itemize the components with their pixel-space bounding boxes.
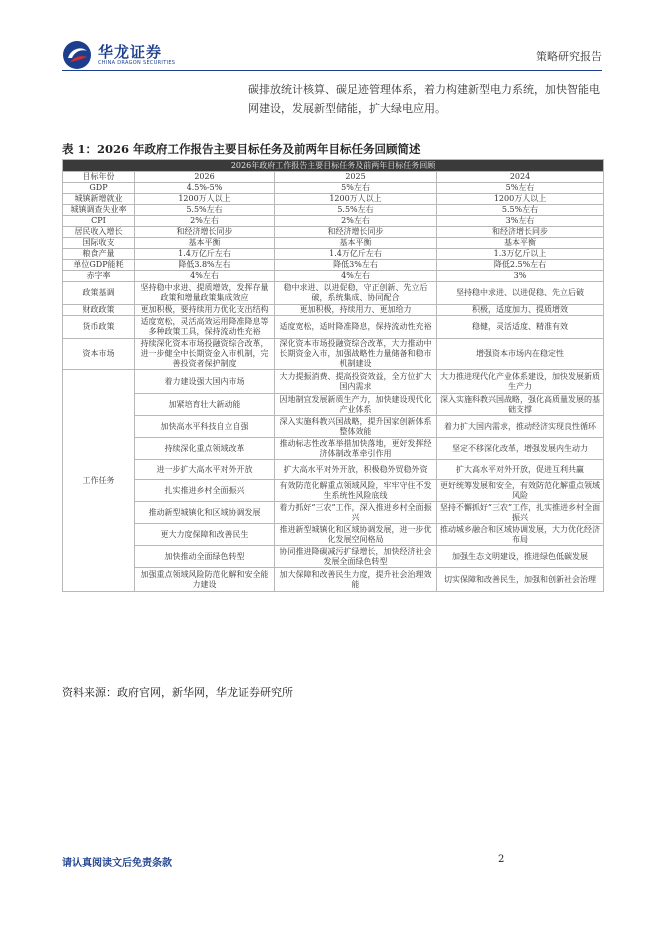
column-header: 目标年份 <box>63 172 135 183</box>
indicator-value: 5.5%左右 <box>437 205 604 216</box>
policy-row <box>63 339 604 370</box>
task-value: 坚定不移深化改革，增强发展内生动力 <box>437 438 604 460</box>
task-value: 更大力度保障和改善民生 <box>135 524 275 546</box>
task-value: 推动城乡融合和区域协调发展，大力优化经济布局 <box>437 524 604 546</box>
indicator-name: 居民收入增长 <box>63 227 135 238</box>
table-banner-row <box>63 160 604 172</box>
indicator-value: 1200万人以上 <box>275 194 437 205</box>
indicator-value: 2%左右 <box>275 216 437 227</box>
indicator-value: 和经济增长同步 <box>275 227 437 238</box>
task-row <box>63 480 604 502</box>
indicator-value: 和经济增长同步 <box>437 227 604 238</box>
task-value: 着力抓好“三农”工作，深入推进乡村全面振兴 <box>275 502 437 524</box>
indicator-value: 基本平衡 <box>135 238 275 249</box>
indicator-value: 降低3.8%左右 <box>135 260 275 271</box>
task-value: 着力扩大国内需求，推动经济实现良性循环 <box>437 416 604 438</box>
indicator-value: 1.4万亿斤左右 <box>135 249 275 260</box>
task-value: 深入实施科教兴国战略，强化高质量发展的基础支撑 <box>437 394 604 416</box>
indicator-row <box>63 238 604 249</box>
brand-name-en: CHINA DRAGON SECURITIES <box>98 60 176 66</box>
indicator-name: 粮食产量 <box>63 249 135 260</box>
table-banner: 2026年政府工作报告主要目标任务及前两年目标任务回顾 <box>63 160 604 172</box>
indicator-name: 单位GDP能耗 <box>63 260 135 271</box>
policy-value: 增强资本市场内在稳定性 <box>437 339 604 370</box>
indicator-value: 5.5%左右 <box>275 205 437 216</box>
dragon-logo-icon <box>62 40 92 70</box>
indicator-value: 4%左右 <box>275 271 437 282</box>
indicator-value: 4.5%-5% <box>135 183 275 194</box>
task-value: 推动新型城镇化和区域协调发展 <box>135 502 275 524</box>
intro-paragraph: 碳排放统计核算、碳足迹管理体系，着力构建新型电力系统，加快智能电网建设，发展新型储能，扩大绿电应用。 <box>248 83 600 115</box>
indicator-row <box>63 227 604 238</box>
indicator-value: 基本平衡 <box>437 238 604 249</box>
column-header: 2026 <box>135 172 275 183</box>
task-value: 加大保障和改善民生力度，提升社会治理效能 <box>275 568 437 592</box>
indicator-value: 降低2.5%左右 <box>437 260 604 271</box>
task-row <box>63 524 604 546</box>
indicator-name: 国际收支 <box>63 238 135 249</box>
task-value: 切实保障和改善民生，加强和创新社会治理 <box>437 568 604 592</box>
task-value: 加快高水平科技自立自强 <box>135 416 275 438</box>
policy-value: 坚持稳中求进、以进促稳、先立后破 <box>437 282 604 305</box>
indicator-row <box>63 205 604 216</box>
task-row <box>63 370 604 394</box>
policy-name: 政策基调 <box>63 282 135 305</box>
indicator-row <box>63 183 604 194</box>
policy-value: 更加积极，持续用力、更加给力 <box>275 305 437 316</box>
page-header <box>0 0 662 76</box>
column-header: 2024 <box>437 172 604 183</box>
indicator-value: 1.3万亿斤以上 <box>437 249 604 260</box>
task-value: 因地制宜发展新质生产力，加快建设现代化产业体系 <box>275 394 437 416</box>
indicator-value: 2%左右 <box>135 216 275 227</box>
policy-value: 持续深化资本市场投融资综合改革，进一步健全中长期资金入市机制，完善投资者保护制度 <box>135 339 275 370</box>
policy-name: 资本市场 <box>63 339 135 370</box>
brand-name: 华龙证券 <box>98 43 163 61</box>
table-header-row <box>63 172 604 183</box>
policy-value: 更加积极，要持续用力优化支出结构 <box>135 305 275 316</box>
task-value: 更好统筹发展和安全，有效防范化解重点领域风险 <box>437 480 604 502</box>
task-value: 持续深化重点领域改革 <box>135 438 275 460</box>
policy-name: 财政政策 <box>63 305 135 316</box>
indicator-name: CPI <box>63 216 135 227</box>
indicator-value: 基本平衡 <box>275 238 437 249</box>
task-value: 加强生态文明建设，推进绿色低碳发展 <box>437 546 604 568</box>
indicator-value: 5%左右 <box>275 183 437 194</box>
policy-name: 货币政策 <box>63 316 135 339</box>
policy-value: 深化资本市场投融资综合改革，大力推动中长期资金入市，加强战略性力量储备和稳市机制建设 <box>275 339 437 370</box>
indicator-value: 3% <box>437 271 604 282</box>
indicator-value: 1.4万亿斤左右 <box>275 249 437 260</box>
policy-value: 坚持稳中求进、提质增效，发挥存量政策和增量政策集成效应 <box>135 282 275 305</box>
indicator-name: 赤字率 <box>63 271 135 282</box>
task-value: 大力推进现代化产业体系建设，加快发展新质生产力 <box>437 370 604 394</box>
indicator-value: 4%左右 <box>135 271 275 282</box>
task-value: 推动标志性改革举措加快落地，更好发挥经济体制改革牵引作用 <box>275 438 437 460</box>
policy-value: 积极，适度加力、提质增效 <box>437 305 604 316</box>
task-row <box>63 460 604 480</box>
indicator-value: 1200万人以上 <box>437 194 604 205</box>
page-number: 2 <box>498 854 505 865</box>
task-value: 着力建设强大国内市场 <box>135 370 275 394</box>
report-type: 策略研究报告 <box>536 50 602 63</box>
task-row <box>63 394 604 416</box>
task-value: 加快推动全面绿色转型 <box>135 546 275 568</box>
header-divider <box>62 70 602 71</box>
task-value: 推进新型城镇化和区域协调发展，进一步优化发展空间格局 <box>275 524 437 546</box>
task-row <box>63 568 604 592</box>
policy-row <box>63 316 604 339</box>
policy-value: 稳健，灵活适度、精准有效 <box>437 316 604 339</box>
policy-row <box>63 282 604 305</box>
task-row <box>63 546 604 568</box>
indicator-row <box>63 216 604 227</box>
indicator-name: 城镇调查失业率 <box>63 205 135 216</box>
task-value: 有效防范化解重点领域风险，牢牢守住不发生系统性风险底线 <box>275 480 437 502</box>
indicator-value: 降低3%左右 <box>275 260 437 271</box>
task-row <box>63 438 604 460</box>
policy-value: 适度宽松，灵活高效运用降准降息等多种政策工具，保持流动性充裕 <box>135 316 275 339</box>
task-value: 进一步扩大高水平对外开放 <box>135 460 275 480</box>
targets-table <box>62 159 604 592</box>
indicator-name: 城镇新增就业 <box>63 194 135 205</box>
task-value: 深入实施科教兴国战略，提升国家创新体系整体效能 <box>275 416 437 438</box>
indicator-row <box>63 194 604 205</box>
disclaimer-link[interactable]: 请认真阅读文后免责条款 <box>62 858 172 869</box>
policy-value: 适度宽松，适时降准降息，保持流动性充裕 <box>275 316 437 339</box>
indicator-value: 1200万人以上 <box>135 194 275 205</box>
task-value: 加紧培育壮大新动能 <box>135 394 275 416</box>
indicator-value: 和经济增长同步 <box>135 227 275 238</box>
table-title: 表 1：2026 年政府工作报告主要目标任务及前两年目标任务回顾简述 <box>62 142 421 156</box>
indicator-row <box>63 249 604 260</box>
policy-row <box>63 305 604 316</box>
indicator-row <box>63 260 604 271</box>
task-row <box>63 416 604 438</box>
policy-value: 稳中求进、以进促稳，守正创新、先立后破，系统集成、协同配合 <box>275 282 437 305</box>
task-value: 大力提振消费、提高投资效益，全方位扩大国内需求 <box>275 370 437 394</box>
task-row <box>63 502 604 524</box>
task-value: 扩大高水平对外开放，积极稳外贸稳外资 <box>275 460 437 480</box>
indicator-value: 5.5%左右 <box>135 205 275 216</box>
column-header: 2025 <box>275 172 437 183</box>
task-value: 扎实推进乡村全面振兴 <box>135 480 275 502</box>
task-value: 坚持不懈抓好“三农”工作，扎实推进乡村全面振兴 <box>437 502 604 524</box>
indicator-row <box>63 271 604 282</box>
task-value: 协同推进降碳减污扩绿增长，加快经济社会发展全面绿色转型 <box>275 546 437 568</box>
source-note: 资料来源：政府官网，新华网，华龙证券研究所 <box>62 686 293 699</box>
indicator-value: 5%左右 <box>437 183 604 194</box>
indicator-value: 3%左右 <box>437 216 604 227</box>
indicator-name: GDP <box>63 183 135 194</box>
tasks-label: 工作任务 <box>63 370 135 592</box>
task-value: 扩大高水平对外开放，促进互利共赢 <box>437 460 604 480</box>
task-value: 加强重点领域风险防范化解和安全能力建设 <box>135 568 275 592</box>
